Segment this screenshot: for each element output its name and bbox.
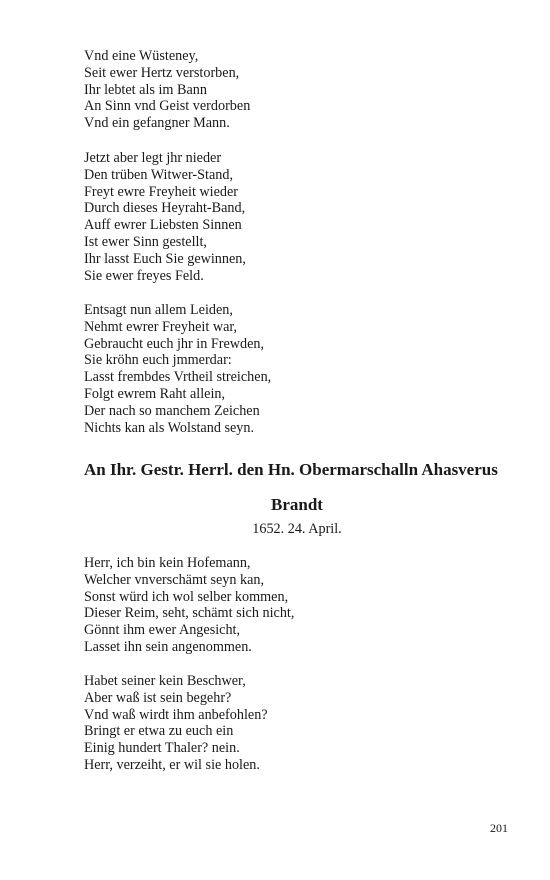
poem-line: Welcher vnverschämt seyn kan, — [84, 571, 265, 588]
poem-line: Habet seiner kein Beschwer, — [84, 673, 246, 689]
poem-line: Einig hundert Thaler? nein. — [84, 740, 240, 757]
poem-line: Lasst frembdes Vrtheil streichen, — [84, 369, 272, 386]
poem-line: Ihr lasst Euch Sie gewinnen, — [84, 250, 246, 267]
poem-line: Nichts kan als Wolstand seyn. — [84, 419, 255, 436]
poem-line: Herr, ich bin kein Hofemann, — [84, 555, 251, 571]
poem-date: 1652. 24. April. — [252, 521, 342, 537]
poem-line: Bringt er etwa zu euch ein — [84, 723, 234, 740]
poem-line: Ihr lebtet als im Bann — [84, 81, 207, 98]
poem-stanza-5 — [84, 673, 268, 774]
poem-stanza-4 — [84, 555, 294, 656]
poem-line: Lasset ihn sein angenommen. — [84, 638, 252, 655]
poem-line: Durch dieses Heyraht-Band, — [84, 200, 246, 217]
poem-line: Der nach so manchem Zeichen — [84, 402, 260, 419]
poem-stanza-2 — [84, 150, 246, 284]
poem-line: Vnd ein gefangner Mann. — [84, 115, 230, 132]
poem-line: Freyt ewre Freyheit wieder — [84, 183, 239, 200]
poem-line: Aber waß ist sein begehr? — [84, 689, 232, 706]
poem-line: Sie kröhn euch jmmerdar: — [84, 352, 232, 369]
poem-line: Gönnt ihm ewer Angesicht, — [84, 622, 241, 639]
poem-line: Sonst würd ich wol selber kommen, — [84, 588, 289, 605]
poem-line: Vnd eine Wüsteney, — [84, 48, 199, 64]
poem-line: Jetzt aber legt jhr nieder — [84, 150, 222, 166]
poem-line: Folgt ewrem Raht allein, — [84, 385, 226, 402]
poem-line: Auff ewrer Liebsten Sinnen — [84, 217, 242, 234]
poem-stanza-3 — [84, 302, 271, 436]
poem-line: Vnd waß wirdt ihm anbefohlen? — [84, 706, 268, 723]
poem-heading-name: Brandt — [271, 495, 323, 514]
poem-line: Entsagt nun allem Leiden, — [84, 302, 233, 318]
poem-line: Gebraucht euch jhr in Frewden, — [84, 335, 265, 352]
poem-line: An Sinn vnd Geist verdorben — [84, 98, 251, 115]
poem-line: Seit ewer Hertz verstorben, — [84, 64, 240, 81]
poem-stanza-1 — [84, 48, 250, 132]
poem-line: Herr, verzeiht, er wil sie holen. — [84, 756, 260, 773]
poem-heading: An Ihr. Gestr. Herrl. den Hn. Obermarschalln Ahasverus — [84, 460, 498, 479]
poem-line: Den trüben Witwer-Stand, — [84, 166, 233, 183]
poem-line: Nehmt ewrer Freyheit war, — [84, 318, 238, 335]
poem-line: Ist ewer Sinn gestellt, — [84, 233, 207, 250]
poem-line: Dieser Reim, seht, schämt sich nicht, — [84, 605, 295, 622]
poem-line: Sie ewer freyes Feld. — [84, 267, 204, 284]
page-number: 201 — [490, 821, 508, 835]
